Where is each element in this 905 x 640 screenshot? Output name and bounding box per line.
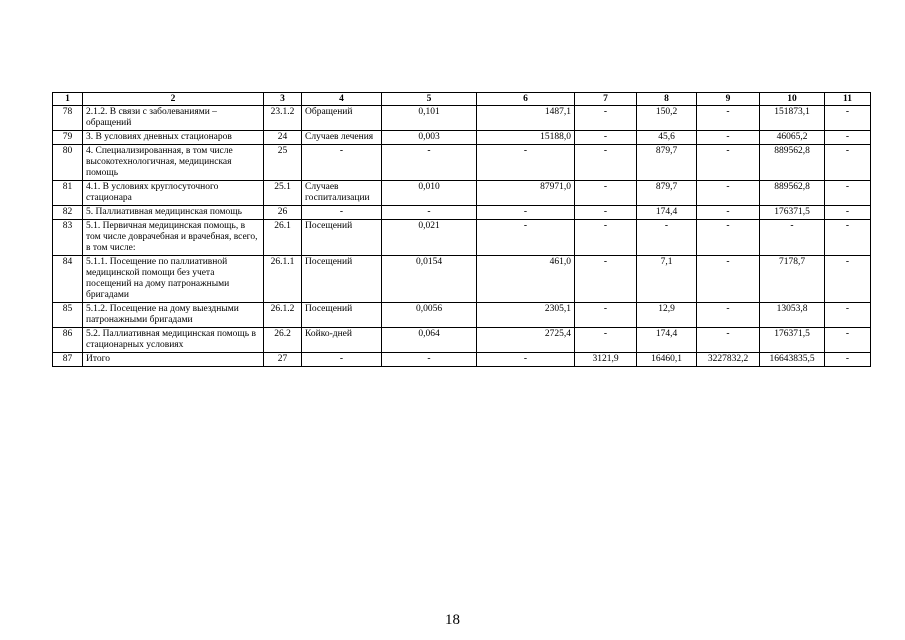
total-cell: 16643835,5 [760, 353, 825, 367]
unit-cell: - [302, 145, 382, 181]
cost-norm-cell: 15188,0 [477, 131, 575, 145]
budget-total-cell: - [697, 181, 760, 206]
indicator-name-cell: 5.1.2. Посещение на дому выездными патронажными бригадами [83, 303, 264, 328]
extra-cell: - [825, 106, 871, 131]
budget-cell: 3121,9 [575, 353, 637, 367]
volume-norm-cell: 0,021 [382, 220, 477, 256]
indicator-name-cell: 2.1.2. В связи с заболеваниями – обращений [83, 106, 264, 131]
indicator-name-cell: 5. Паллиативная медицинская помощь [83, 206, 264, 220]
row-code-cell: 26.2 [264, 328, 302, 353]
budget-total-cell: - [697, 106, 760, 131]
budget-total-cell: - [697, 206, 760, 220]
volume-norm-cell: - [382, 206, 477, 220]
unit-cell: Койко-дней [302, 328, 382, 353]
unit-cell: Случаев госпитализации [302, 181, 382, 206]
table-row [53, 256, 871, 303]
budget-cell: - [575, 106, 637, 131]
total-cell: 176371,5 [760, 328, 825, 353]
column-header-10: 10 [760, 93, 825, 106]
row-number-cell: 82 [53, 206, 83, 220]
budget-cell: - [575, 131, 637, 145]
row-code-cell: 25 [264, 145, 302, 181]
cost-norm-cell: - [477, 220, 575, 256]
volume-norm-cell: 0,003 [382, 131, 477, 145]
cost-norm-cell: 2305,1 [477, 303, 575, 328]
table-row [53, 106, 871, 131]
indicator-name-cell: 3. В условиях дневных стационаров [83, 131, 264, 145]
row-code-cell: 26 [264, 206, 302, 220]
table-row [53, 145, 871, 181]
budget-cell: - [575, 328, 637, 353]
budget-cell: - [575, 181, 637, 206]
table-row [53, 328, 871, 353]
extra-cell: - [825, 206, 871, 220]
budget-cell: - [575, 206, 637, 220]
total-cell: 176371,5 [760, 206, 825, 220]
row-number-cell: 86 [53, 328, 83, 353]
row-code-cell: 25.1 [264, 181, 302, 206]
volume-norm-cell: 0,0154 [382, 256, 477, 303]
budget-total-cell: - [697, 131, 760, 145]
total-cell: 151873,1 [760, 106, 825, 131]
table-row [53, 220, 871, 256]
column-header-2: 2 [83, 93, 264, 106]
per-capita-cell: 45,6 [637, 131, 697, 145]
budget-total-cell: 3227832,2 [697, 353, 760, 367]
unit-cell: Посещений [302, 220, 382, 256]
table-row [53, 353, 871, 367]
per-capita-cell: 879,7 [637, 181, 697, 206]
row-number-cell: 84 [53, 256, 83, 303]
extra-cell: - [825, 145, 871, 181]
cost-norm-cell: - [477, 145, 575, 181]
unit-cell: - [302, 206, 382, 220]
row-number-cell: 85 [53, 303, 83, 328]
per-capita-cell: 16460,1 [637, 353, 697, 367]
unit-cell: Случаев лечения [302, 131, 382, 145]
table-row [53, 131, 871, 145]
row-code-cell: 24 [264, 131, 302, 145]
cost-norm-cell: - [477, 206, 575, 220]
volume-norm-cell: 0,0056 [382, 303, 477, 328]
column-header-11: 11 [825, 93, 871, 106]
row-code-cell: 23.1.2 [264, 106, 302, 131]
row-code-cell: 26.1 [264, 220, 302, 256]
extra-cell: - [825, 328, 871, 353]
total-cell: - [760, 220, 825, 256]
per-capita-cell: 7,1 [637, 256, 697, 303]
row-number-cell: 79 [53, 131, 83, 145]
per-capita-cell: 879,7 [637, 145, 697, 181]
indicator-name-cell: 4.1. В условиях круглосуточного стационара [83, 181, 264, 206]
volume-norm-cell: 0,101 [382, 106, 477, 131]
table-row [53, 303, 871, 328]
header-row [53, 93, 871, 106]
total-cell: 889562,8 [760, 145, 825, 181]
row-number-cell: 81 [53, 181, 83, 206]
indicator-name-cell: Итого [83, 353, 264, 367]
volume-norm-cell: 0,064 [382, 328, 477, 353]
volume-norm-cell: - [382, 145, 477, 181]
indicator-name-cell: 5.2. Паллиативная медицинская помощь в стационарных условиях [83, 328, 264, 353]
total-cell: 46065,2 [760, 131, 825, 145]
per-capita-cell: 12,9 [637, 303, 697, 328]
budget-cell: - [575, 220, 637, 256]
data-table [52, 92, 871, 367]
budget-total-cell: - [697, 303, 760, 328]
extra-cell: - [825, 353, 871, 367]
indicator-name-cell: 5.1.1. Посещение по паллиативной медицинской помощи без учета посещений на дому патронажными бригадами [83, 256, 264, 303]
total-cell: 7178,7 [760, 256, 825, 303]
table-body [53, 106, 871, 367]
unit-cell: Посещений [302, 303, 382, 328]
column-header-9: 9 [697, 93, 760, 106]
per-capita-cell: 174,4 [637, 328, 697, 353]
row-code-cell: 27 [264, 353, 302, 367]
budget-cell: - [575, 145, 637, 181]
extra-cell: - [825, 220, 871, 256]
budget-cell: - [575, 303, 637, 328]
row-number-cell: 78 [53, 106, 83, 131]
budget-total-cell: - [697, 328, 760, 353]
unit-cell: Обращений [302, 106, 382, 131]
per-capita-cell: 174,4 [637, 206, 697, 220]
volume-norm-cell: - [382, 353, 477, 367]
per-capita-cell: 150,2 [637, 106, 697, 131]
table-row [53, 206, 871, 220]
budget-cell: - [575, 256, 637, 303]
column-header-3: 3 [264, 93, 302, 106]
cost-norm-cell: - [477, 353, 575, 367]
column-header-6: 6 [477, 93, 575, 106]
page-number: 18 [445, 612, 460, 628]
cost-norm-cell: 2725,4 [477, 328, 575, 353]
budget-total-cell: - [697, 145, 760, 181]
total-cell: 13053,8 [760, 303, 825, 328]
unit-cell: Посещений [302, 256, 382, 303]
row-code-cell: 26.1.2 [264, 303, 302, 328]
row-number-cell: 80 [53, 145, 83, 181]
budget-total-cell: - [697, 220, 760, 256]
table-row [53, 181, 871, 206]
volume-norm-cell: 0,010 [382, 181, 477, 206]
column-header-1: 1 [53, 93, 83, 106]
extra-cell: - [825, 256, 871, 303]
row-number-cell: 87 [53, 353, 83, 367]
extra-cell: - [825, 181, 871, 206]
column-header-7: 7 [575, 93, 637, 106]
indicator-name-cell: 5.1. Первичная медицинская помощь, в том числе доврачебная и врачебная, всего, в том числе: [83, 220, 264, 256]
column-header-4: 4 [302, 93, 382, 106]
row-code-cell: 26.1.1 [264, 256, 302, 303]
per-capita-cell: - [637, 220, 697, 256]
budget-total-cell: - [697, 256, 760, 303]
row-number-cell: 83 [53, 220, 83, 256]
cost-norm-cell: 461,0 [477, 256, 575, 303]
extra-cell: - [825, 131, 871, 145]
indicator-name-cell: 4. Специализированная, в том числе высокотехнологичная, медицинская помощь [83, 145, 264, 181]
extra-cell: - [825, 303, 871, 328]
total-cell: 889562,8 [760, 181, 825, 206]
column-header-5: 5 [382, 93, 477, 106]
unit-cell: - [302, 353, 382, 367]
column-header-8: 8 [637, 93, 697, 106]
cost-norm-cell: 87971,0 [477, 181, 575, 206]
cost-norm-cell: 1487,1 [477, 106, 575, 131]
